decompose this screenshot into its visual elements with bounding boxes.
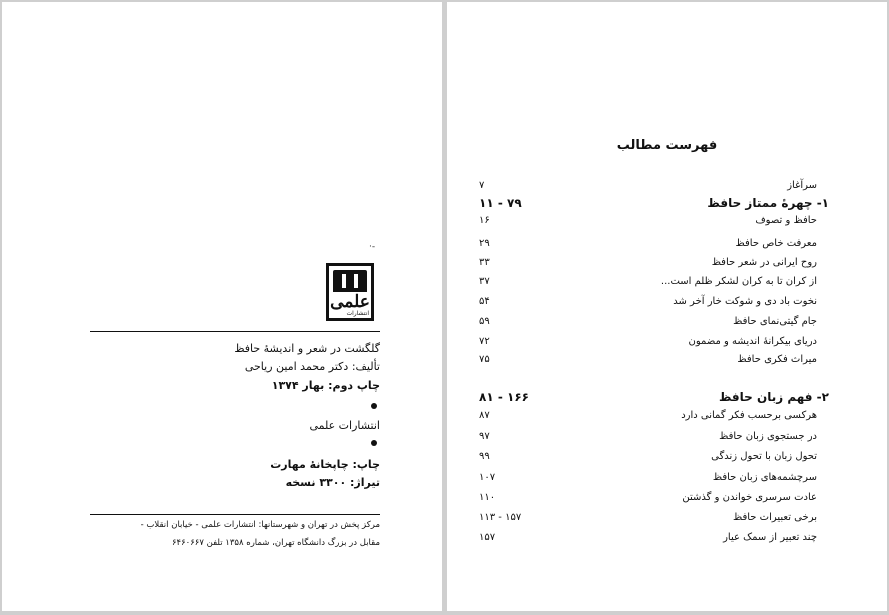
toc-entry-label: هرکسی برحسب فکر گمانی دارد: [681, 410, 817, 421]
toc-page-number: ۵۹: [479, 316, 490, 327]
toc-row: [447, 295, 887, 315]
toc-page-number: ۹۹: [479, 451, 490, 462]
toc-page-number: ۱۵۷: [479, 532, 496, 543]
toc-page-number: ۳۳: [479, 257, 490, 268]
printer-line: چاپ: چاپخانهٔ مهارت: [270, 458, 380, 471]
toc-entry-label: ۱- چهرهٔ ممتاز حافظ: [707, 196, 829, 210]
book-title: گلگشت در شعر و اندیشهٔ حافظ: [234, 342, 380, 355]
toc-page-number: ۹۷: [479, 431, 490, 442]
toc-entry-label: تحول زبان با تحول زندگی: [711, 451, 817, 462]
right-page-table-of-contents: [447, 2, 887, 611]
toc-entry-label: چند تعبیر از سمک عیار: [723, 532, 817, 543]
toc-row: [447, 214, 887, 234]
toc-row: [447, 256, 887, 276]
toc-row: [447, 491, 887, 511]
toc-entry-label: سرآغاز: [787, 180, 817, 191]
bullet: [371, 403, 377, 409]
toc-page-number: ۳۷: [479, 276, 490, 287]
toc-row: [447, 531, 887, 551]
toc-row: [447, 471, 887, 491]
logo-text: علمی: [330, 292, 370, 312]
toc-row: [447, 315, 887, 335]
logo-subtext: انتشارات: [346, 310, 369, 317]
toc-page-number: ۲۹: [479, 238, 490, 249]
page-mark: ·‐: [369, 242, 376, 252]
bullet: [371, 440, 377, 446]
toc-page-number: ۸۷: [479, 410, 490, 421]
toc-page-number: ۷۹ - ۱۱: [479, 196, 522, 210]
toc-chapter-row: [447, 195, 887, 215]
left-page-colophon: [2, 2, 442, 611]
toc-entry-label: از کران تا به کران لشکر ظلم است...: [660, 276, 817, 287]
toc-page-number: ۱۵۷ - ۱۱۳: [479, 512, 522, 523]
toc-chapter-row: [447, 389, 887, 409]
toc-entry-label: ۲- فهم زبان حافظ: [718, 390, 829, 404]
toc-page-number: ۷۲: [479, 336, 490, 347]
toc-page-number: ۷۵: [479, 354, 490, 365]
print-run-line: تیراژ: ۳۳۰۰ نسخه: [285, 476, 380, 489]
toc-row: [447, 275, 887, 295]
toc-entry-label: برخی تعبیرات حافظ: [732, 512, 817, 523]
author-line: تألیف: دکتر محمد امین ریاحی: [244, 360, 380, 373]
toc-page-number: ۱۶: [479, 215, 490, 226]
toc-entry-label: حافظ و تصوف: [755, 215, 817, 226]
toc-page-number: ۱۱۰: [479, 492, 496, 503]
book-icon: [333, 270, 367, 292]
toc-entry-label: نخوت باد دی و شوکت خار آخر شد: [673, 296, 817, 307]
toc-row: [447, 511, 887, 531]
toc-page-number: ۷: [479, 180, 485, 191]
toc-row: [447, 353, 887, 373]
toc-title: فهرست مطالب: [616, 138, 718, 153]
toc-entry-label: سرچشمه‌های زبان حافظ: [712, 472, 817, 483]
publisher-line: انتشارات علمی: [309, 419, 380, 432]
toc-entry-label: روح ایرانی در شعر حافظ: [711, 257, 817, 268]
toc-row: [447, 409, 887, 429]
divider-bottom: [90, 514, 380, 515]
toc-entry-label: عادت سرسری خواندن و گذشتن: [682, 492, 817, 503]
toc-entry-label: جام گیتی‌نمای حافظ: [733, 316, 817, 327]
toc-row: [447, 430, 887, 450]
distribution-line-2: مقابل در بزرگ دانشگاه تهران، شماره ۱۳۵۸ تلفن ۶۴۶۰۶۶۷: [171, 538, 380, 548]
toc-page-number: ۱۶۶ - ۸۱: [479, 390, 529, 404]
toc-entry-label: دریای بیکرانهٔ اندیشه و مضمون: [688, 336, 817, 347]
toc-row: [447, 450, 887, 470]
edition-line: چاپ دوم: بهار ۱۳۷۴: [271, 379, 380, 392]
toc-row: [447, 335, 887, 355]
toc-entry-label: معرفت خاص حافظ: [735, 238, 817, 249]
divider-top: [90, 331, 380, 332]
toc-row: [447, 237, 887, 257]
toc-page-number: ۵۴: [479, 296, 490, 307]
toc-entry-label: در جستجوی زبان حافظ: [719, 431, 817, 442]
toc-entry-label: میراث فکری حافظ: [737, 354, 817, 365]
toc-page-number: ۱۰۷: [479, 472, 496, 483]
publisher-logo: [326, 263, 374, 321]
distribution-line-1: مرکز پخش در تهران و شهرستانها: انتشارات علمی - خیابان انقلاب -: [140, 520, 380, 530]
